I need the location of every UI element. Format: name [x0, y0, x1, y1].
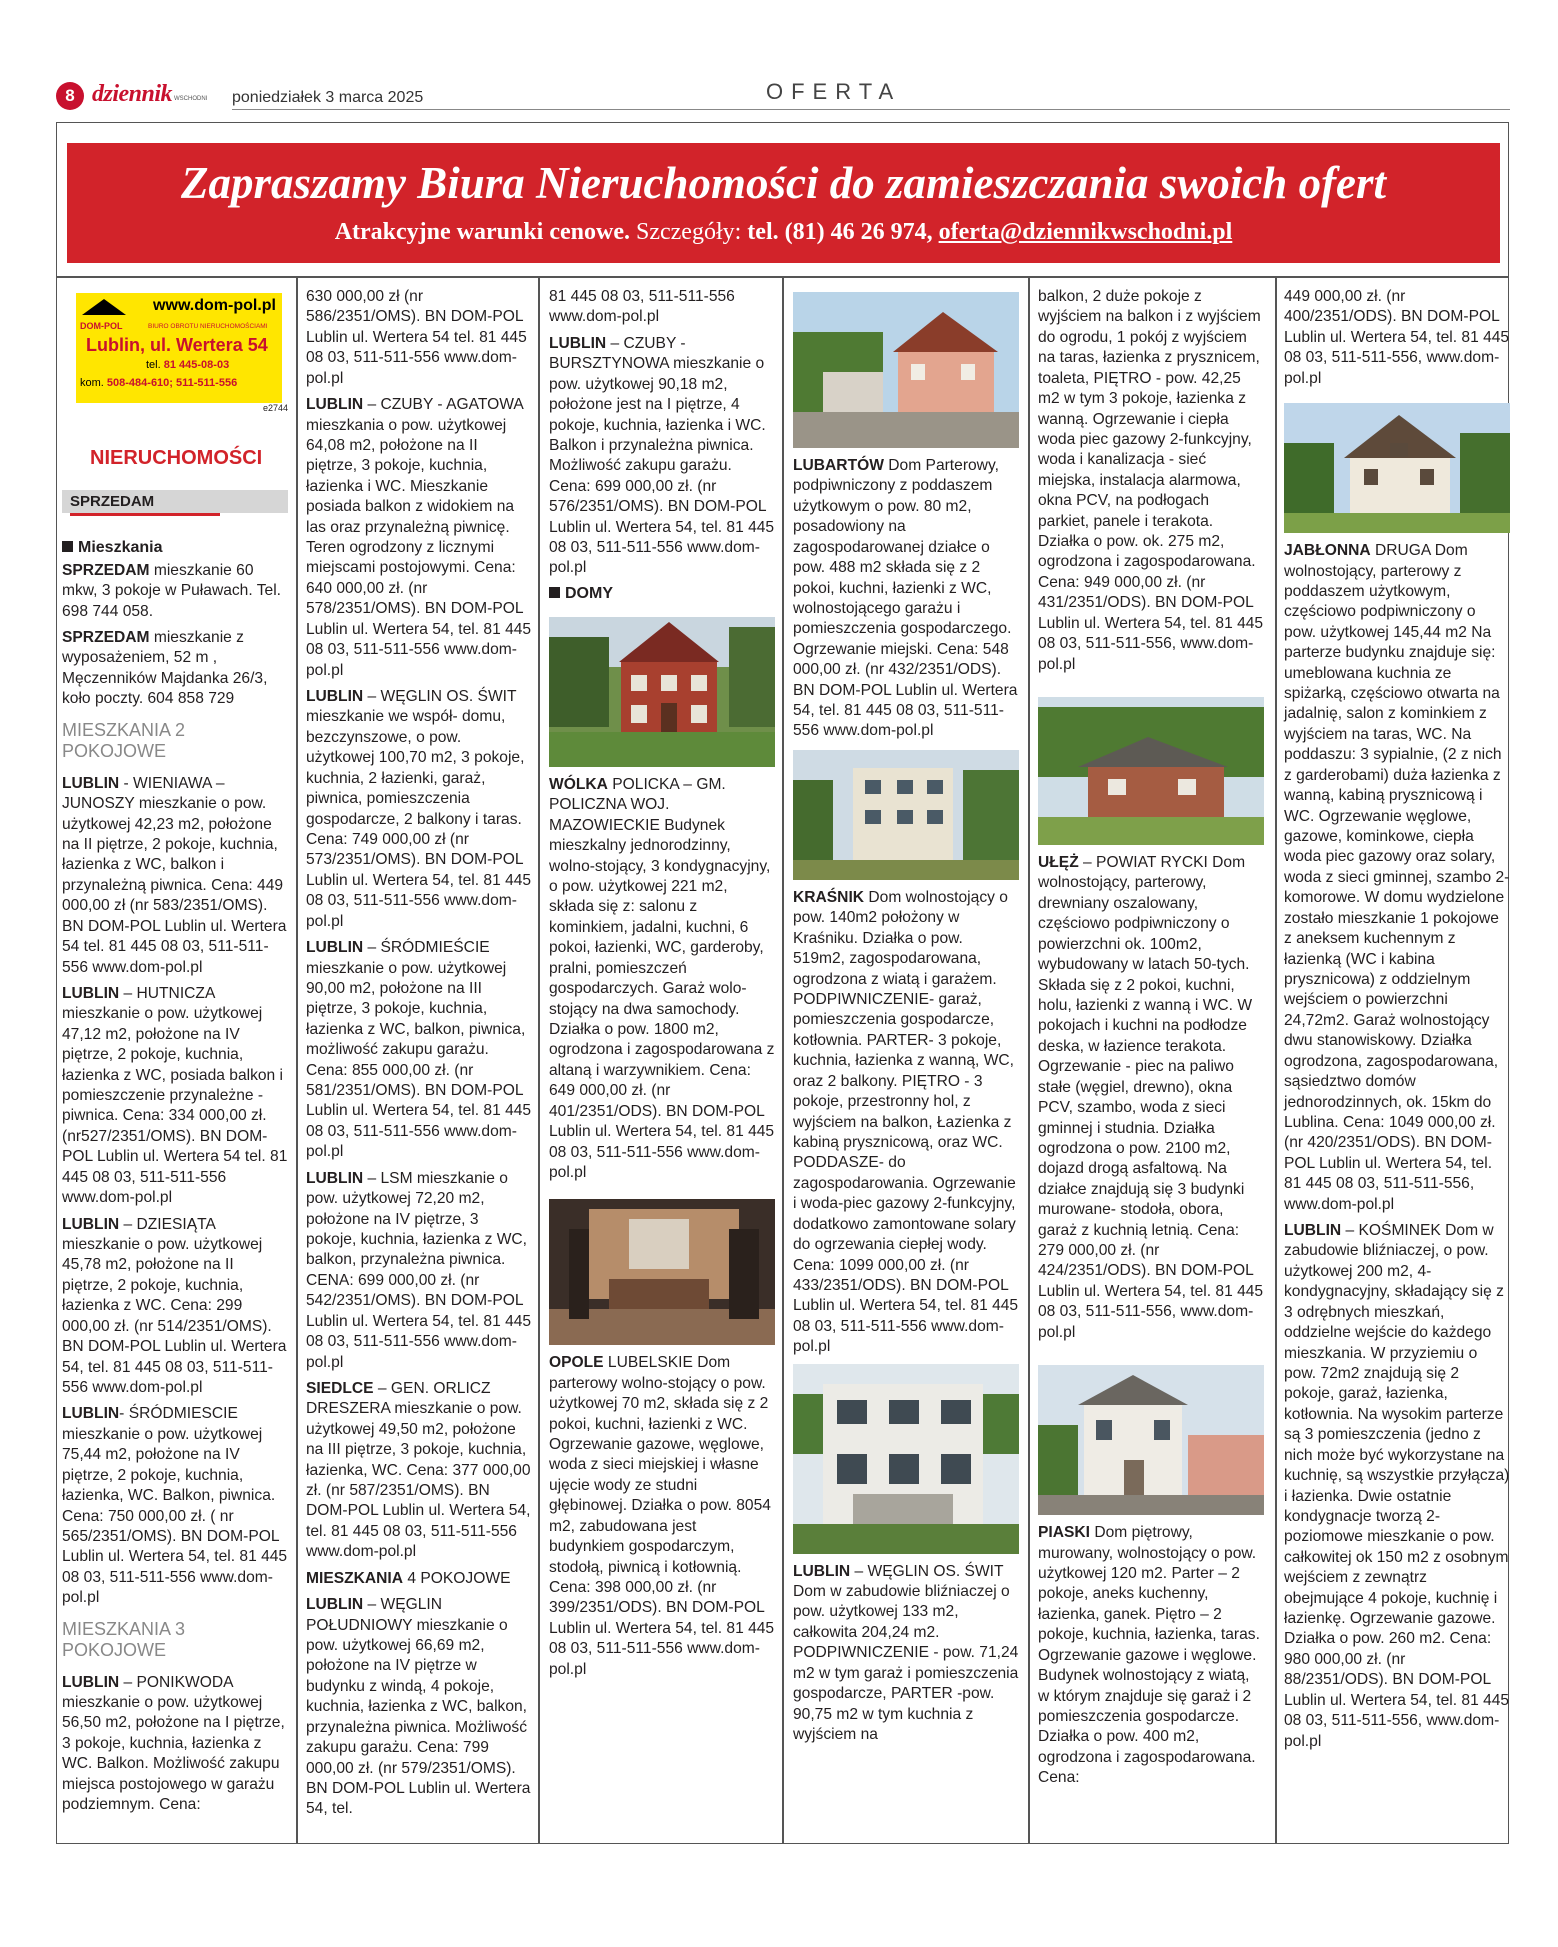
listing-entry	[62, 628, 288, 710]
ad-tagline: BIURO OBROTU NIERUCHOMOŚCIAMI	[148, 323, 268, 330]
listing-entry	[793, 1562, 1019, 1746]
category-heading: NIERUCHOMOŚCI	[90, 446, 263, 469]
listing-location: LUBLIN	[306, 396, 364, 414]
listing-entry	[62, 984, 288, 1209]
listing-group	[549, 1353, 775, 1680]
listing-location: LUBLIN	[62, 984, 120, 1002]
listing-location: SPRZEDAM	[62, 629, 150, 647]
listing-group	[549, 287, 775, 579]
listing-entry	[793, 456, 1019, 742]
listing-location: LUBLIN	[1284, 1222, 1342, 1240]
listing-entry	[306, 1379, 532, 1563]
subsection-heading: MIESZKANIA 3 POKOJOWE	[62, 1618, 186, 1660]
listing-group	[1038, 287, 1264, 675]
column-3	[549, 287, 775, 1686]
banner-phone: tel. (81) 46 26 974,	[747, 219, 933, 245]
page-header	[56, 79, 1510, 110]
listing-photo	[549, 1199, 775, 1345]
listing-location: UŁĘŻ	[1038, 854, 1079, 872]
listing-entry	[306, 1569, 532, 1589]
listing-entry	[1284, 287, 1510, 389]
red-house-photo	[549, 617, 775, 767]
listing-text: DRUGA Dom wolnostojący, parterowy z poddaszem użytkowym, częściowo podpiwniczony o pow. użytkowej 145,44 m2 Na parterze budynku znajduje się: umeblowana kuchnia ze spiżarką, częściowo otwarta na jadalnię, salon z kominkiem z wyjściem na taras, WC. Na poddaszu: 3 sypialnie, (2 z nich z garderobami) duża łazienka z wanną, kabiną prysznicową i WC. Ogrzewanie węglowe, gazowe, kominkowe, ciepła woda piec gazowy oraz solary, woda z sieci gminnej, szambo 2-komorowe. W domu wydzielone zostało mieszkanie 1 pokojowe z aneksem kuchennym z łazienką (WC i kabina prysznicowa) z oddzielnym wejściem o powierzchni 24,72m2. Garaż wolnostojący dwu stanowiskowy. Działka ogrodzona, zagospodarowana, sąsiedztwo domów jednorodzinnych, ok. 15km do Lublina. Cena: 1049 000,00 zł. (nr 420/2351/ODS). BN DOM-POL Lublin ul. Wertera 54, tel. 81 445 08 03, 511-511-556, www.dom-pol.pl	[1284, 542, 1510, 1213]
listing-photo	[1284, 403, 1510, 533]
listing-group	[62, 1673, 288, 1816]
listing-location: SPRZEDAM	[62, 561, 150, 579]
column-1	[62, 287, 288, 1822]
listing-location: JABŁONNA	[1284, 542, 1371, 560]
banner-sub-plain: Szczegóły:	[636, 219, 742, 245]
listing-group	[62, 774, 288, 1609]
ad-brand: DOM-POL	[80, 321, 123, 331]
listing-text: – ŚRÓDMIEŚCIE mieszkanie o pow. użytkowej 90,00 m2, położone na III piętrze, 3 pokoje, kuchnia, łazienka z WC, balkon, piwnica, możliwość zakupu garażu. Cena: 855 000,00 zł. (nr 581/2351/OMS). BN DOM-POL Lublin ul. Wertera 54, tel. 81 445 08 03, 511-511-556 www.dom-pol.pl	[306, 939, 532, 1161]
ulez-house-photo	[1038, 697, 1264, 845]
banner-subtitle	[67, 219, 1500, 246]
weglin-house-photo	[793, 1364, 1019, 1554]
issue-date: poniedziałek 3 marca 2025	[232, 89, 424, 106]
listing-text: – PONIKWODA mieszkanie o pow. użytkowej 56,50 m2, położone na I piętrze, 3 pokoje, kuchnia, łazienka z WC. Balkon. Możliwość zakupu miejsca postojowego w garażu podziemnym. Cena:	[62, 1673, 285, 1814]
column-2	[306, 287, 532, 1826]
ad-address	[86, 335, 268, 356]
listing-group	[1284, 541, 1510, 1752]
jablonna-house-photo	[1284, 403, 1510, 533]
listing-photo	[1038, 697, 1264, 845]
listing-text: - ŚRÓDMIESCIE mieszkanie o pow. użytkowej 75,44 m2, położone na IV piętrze, 2 pokoje, kuchnia, łazienka, WC. Balkon, piwnica. Cena: 750 000,00 zł. ( nr 565/2351/OMS). BN DOM-POL Lublin ul. Wertera 54, tel. 81 445 08 03, 511-511-556 www.dom-pol.pl	[62, 1405, 288, 1607]
ad-city: Lublin,	[86, 335, 145, 355]
domy-label: DOMY	[565, 584, 613, 602]
subcategory-bar: SPRZEDAM	[62, 490, 288, 513]
listing-text: 630 000,00 zł (nr 586/2351/OMS). BN DOM-POL Lublin ul. Wertera 54 tel. 81 445 08 03, 511-511-556 www.dom-pol.pl	[306, 288, 527, 387]
subsection-heading	[549, 585, 775, 603]
listing-entry	[62, 1215, 288, 1399]
listing-entry	[306, 1169, 532, 1373]
listing-entry	[306, 287, 532, 389]
listing-location: LUBLIN	[306, 1596, 364, 1614]
listing-location: PIASKI	[1038, 1524, 1090, 1542]
listing-text: POLICKA – GM. POLICZNA WOJ. MAZOWIECKIE Budynek mieszkalny jednorodzinny, wolno-stojący, 3 kondygnacyjny, o pow. użytkowej 221 m2, składa się z: salonu z kominkiem, jadalni, kuchni, 6 pokoi, łazienki, WC, garderoby, pralni, pomieszczeń gospodarczych. Garaż wolo-stojący na dwa samochody. Działka o pow. 1800 m2, ogrodzona i zagospodarowana z altaną i warzywnikiem. Cena: 649 000,00 zł. (nr 401/2351/ODS). BN DOM-POL Lublin ul. Wertera 54, tel. 81 445 08 03, 511-511-556 www.dom-pol.pl	[549, 775, 775, 1181]
listing-text: – WĘGLIN POŁUDNIOWY mieszkanie o pow. użytkowej 66,69 m2, położone na IV piętrze w budynku z windą, 4 pokoje, kuchnia, łazienka z WC, balkon, przynależna piwnica. Możliwość zakupu garażu. Cena: 799 000,00 zł. (nr 579/2351/OMS). BN DOM-POL Lublin ul. Wertera 54, tel.	[306, 1596, 531, 1818]
listing-location: LUBLIN	[549, 334, 607, 352]
listing-location: LUBLIN	[306, 1169, 364, 1187]
listing-text: Dom piętrowy, murowany, wolnostojący o pow. użytkowej 120 m2. Parter – 2 pokoje, aneks kuchenny, łazienka, ganek. Piętro – 2 pokoje, kuchnia, łazienka, taras. Ogrzewanie gazowe i węglowe. Budynek wolnostojący z wiatą, w którym znajduje się garaż i 2 pomieszczenia gospodarcze. Działka o pow. 400 m2, ogrodzona i zagospodarowana. Cena:	[1038, 1524, 1260, 1787]
listing-group	[793, 456, 1019, 742]
listing-location: LUBLIN	[306, 688, 364, 706]
listing-text: – DZIESIĄTA mieszkanie o pow. użytkowej 45,78 m2, położone na II piętrze, 2 pokoje, kuchnia, łazienka z WC. Cena: 299 000,00 zł. (nr 514/2351/OMS). BN DOM-POL Lublin ul. Wertera 54, tel. 81 445 08 03, 511-511-556 www.dom-pol.pl	[62, 1215, 287, 1396]
listing-group	[1038, 1523, 1264, 1788]
promo-banner	[67, 143, 1500, 263]
dom-pol-advert[interactable]	[76, 293, 282, 403]
listing-entry	[62, 1404, 288, 1608]
listing-text: – KOŚMINEK Dom w zabudowie bliźniaczej, o pow. użytkowej 200 m2, 4-kondygnacyjny, składający się z 3 odrębnych mieszkań, oddzielne wejście do każdego mieszkania. W przyziemiu o pow. 72m2 znajdują się 2 pokoje, garaż, łazienka, kotłownia. Na wysokim parterze są 3 pomieszczenia (jedno z nich może być wykorzystane na kuchnię, są wszystkie przyłącza) i łazienka. Dwie ostatnie kondygnacje tworzą 2-poziomowe mieszkanie o pow. całkowitej ok 150 m2 z osobnym wejściem z zewnątrz obejmujące 4 pokoje, kuchnię i łazienkę. Ogrzewanie gazowe. Działka o pow. 260 m2. Cena: 980 000,00 zł. (nr 88/2351/ODS). BN DOM-POL Lublin ul. Wertera 54, tel. 81 445 08 03, 511-511-556, www.dom-pol.pl	[1284, 1222, 1510, 1750]
ad-mobile	[80, 377, 237, 389]
listing-entry	[1284, 541, 1510, 1215]
ad-phone	[146, 359, 229, 371]
listing-group	[306, 287, 532, 1820]
mieszkania-label: Mieszkania	[78, 538, 163, 556]
listing-entry	[549, 1353, 775, 1680]
piaski-house-photo	[1038, 1365, 1264, 1515]
house-icon	[82, 299, 126, 315]
section-title: OFERTA	[766, 79, 902, 104]
listing-text: – LSM mieszkanie o pow. użytkowej 72,20 m2, położone na IV piętrze, 3 pokoje, kuchnia, łazienka z WC, balkon, przynależna piwnica. CENA: 699 000,00 zł. (nr 542/2351/OMS). BN DOM-POL Lublin ul. Wertera 54, tel. 81 445 08 03, 511-511-556 www.dom-pol.pl	[306, 1169, 532, 1371]
listing-location: OPOLE	[549, 1354, 604, 1372]
listing-text: – WĘGLIN OS. ŚWIT Dom w zabudowie bliźniaczej o pow. użytkowej 133 m2, całkowita 204,24 m2. PODPIWNICZENIE - pow. 71,24 m2 w tym garaż i pomieszczenia gospodarcze, PARTER -pow. 90,75 m2 w tym kuchnia z wyjściem na	[793, 1562, 1019, 1743]
ad-url: www.dom-pol.pl	[153, 297, 276, 314]
column-divider	[1028, 276, 1030, 1844]
listing-group	[1038, 853, 1264, 1343]
listing-entry	[549, 334, 775, 579]
square-bullet-icon	[62, 541, 73, 552]
column-divider	[296, 276, 298, 1844]
listing-text: 4 POKOJOWE	[403, 1569, 511, 1587]
listing-text: mieszkanie 60 mkw, 3 pokoje w Puławach. Tel. 698 744 058.	[62, 561, 281, 620]
listing-entry	[1038, 1523, 1264, 1788]
listing-text: 81 445 08 03, 511-511-556 www.dom-pol.pl	[549, 288, 735, 326]
listing-entry	[62, 774, 288, 978]
listing-location: LUBLIN	[62, 774, 120, 792]
listing-text: – HUTNICZA mieszkanie o pow. użytkowej 47,12 m2, położone na IV piętrze, 2 pokoje, kuchnia, łazienka z WC, posiada balkon i pomieszczenie przynależne - piwnica. Cena: 334 000,00 zł. (nr527/2351/OMS). BN DOM-POL Lublin ul. Wertera 54 tel. 81 445 08 03, 511-511-556 www.dom-pol.pl	[62, 984, 288, 1207]
listing-group	[62, 561, 288, 710]
interior-photo	[549, 1199, 775, 1345]
subsection-heading	[62, 539, 288, 557]
listing-location: MIESZKANIA	[306, 1569, 404, 1587]
listing-text: – CZUBY - AGATOWA mieszkania o pow. użytkowej 64,08 m2, położone na II piętrze, 3 pokoje, kuchnia, łazienka i WC. Mieszkanie posiada balkon z widokiem na las oraz przynależną piwnicę. Teren ogrodzony z licznymi miejscami postojowymi. Cena: 640 000,00 zł. (nr 578/2351/OMS). BN DOM-POL Lublin ul. Wertera 54, tel. 81 445 08 03, 511-511-556 www.dom-pol.pl	[306, 396, 532, 679]
listing-location: LUBLIN	[306, 939, 364, 957]
listing-entry	[62, 561, 288, 622]
column-divider	[782, 276, 784, 1844]
listing-text: 449 000,00 zł. (nr 400/2351/ODS). BN DOM-POL Lublin ul. Wertera 54, tel. 81 445 08 03, 511-511-556, www.dom-pol.pl	[1284, 288, 1510, 387]
ad-tel-label: tel.	[146, 359, 161, 371]
column-divider	[1275, 276, 1277, 1844]
banner-sub-bold: Atrakcyjne warunki cenowe.	[334, 219, 630, 245]
listing-location: SIEDLCE	[306, 1379, 374, 1397]
ad-tel-number: 81 445-08-03	[163, 359, 230, 371]
column-divider	[538, 276, 540, 1844]
listing-text: – WĘGLIN OS. ŚWIT mieszkanie we współ- domu, bezczynszowe, o pow. użytkowej 100,70 m2, 3 pokoje, kuchnia, 2 łazienki, garaż, piwnica, pomieszczenia gospodarcze, 2 balkony i taras. Cena: 749 000,00 zł (nr 573/2351/OMS). BN DOM-POL Lublin ul. Wertera 54, tel. 81 445 08 03, 511-511-556 www.dom-pol.pl	[306, 688, 532, 930]
listing-text: – CZUBY - BURSZTYNOWA mieszkanie o pow. użytkowej 90,18 m2, położone jest na I piętrze, 4 pokoje, kuchnia, łazienka i WC. Balkon i przynależna piwnica. Możliwość zakupu garażu. Cena: 699 000,00 zł. (nr 576/2351/OMS). BN DOM-POL Lublin ul. Wertera 54, tel. 81 445 08 03, 511-511-556 www.dom-pol.pl	[549, 334, 775, 577]
listing-text: balkon, 2 duże pokoje z wyjściem na balkon i z wyjściem do ogrodu, 1 pokój z wyjściem na taras, łazienka z prysznicem, toaleta, PIĘTRO - pow. 42,25 m2 w tym 3 pokoje, łazienka z wanną. Ogrzewanie i ciepła woda piec gazowy 2-funkcyjny, woda i kanalizacja - sieć miejska, instalacja alarmowa, okna PCV, na podłogach parkiet, panele i terakota. Działka o pow. ok. 275 m2, ogrodzona i zagospodarowana. Cena: 949 000,00 zł. (nr 431/2351/ODS). BN DOM-POL Lublin ul. Wertera 54, tel. 81 445 08 03, 511-511-556, www.dom-pol.pl	[1038, 288, 1264, 673]
listing-photo	[1038, 1365, 1264, 1515]
listing-entry	[1038, 287, 1264, 675]
listing-entry	[549, 775, 775, 1183]
listing-photo	[793, 292, 1019, 448]
column-5	[1038, 287, 1264, 1795]
subsection-heading: MIESZKANIA 2 POKOJOWE	[62, 719, 186, 761]
listing-text: - WIENIAWA – JUNOSZY mieszkanie o pow. użytkowej 42,23 m2, położone na II piętrze, 2 pokoje, kuchnia, łazienka z WC, balkon i przynależną piwnica. Cena: 449 000,00 zł (nr 583/2351/OMS). BN DOM-POL Lublin ul. Wertera 54 tel. 81 445 08 03, 511-511-556 www.dom-pol.pl	[62, 774, 287, 976]
listing-entry	[306, 687, 532, 932]
column-6	[1284, 287, 1510, 1758]
listing-location: LUBLIN	[62, 1215, 120, 1233]
listing-location: KRAŚNIK	[793, 888, 865, 906]
listing-entry	[1284, 1221, 1510, 1752]
listing-group	[793, 888, 1019, 1358]
ad-kom-label: kom.	[80, 377, 104, 389]
listing-text: mieszkanie z wyposażeniem, 52 m , Męczenników Majdanka 26/3, koło poczty. 604 858 729	[62, 629, 268, 708]
listing-group	[549, 775, 775, 1183]
listing-group	[793, 1562, 1019, 1746]
square-bullet-icon	[549, 587, 560, 598]
listing-group	[1284, 287, 1510, 389]
listing-location: LUBLIN	[62, 1405, 120, 1423]
listing-text: – GEN. ORLICZ DRESZERA mieszkanie o pow. użytkowej 49,50 m2, położone na III piętrze, 3 pokoje, kuchnia, łazienka, WC. Cena: 377 000,00 zł. (nr 587/2351/OMS). BN DOM-POL Lublin ul. Wertera 54, tel. 81 445 08 03, 511-511-556 www.dom-pol.pl	[306, 1379, 531, 1561]
page-number: 8	[56, 82, 84, 110]
listing-photo	[793, 750, 1019, 880]
listing-entry	[549, 287, 775, 328]
column-4	[793, 287, 1019, 1751]
listing-text: Dom wolnostojący o pow. 140m2 położony w Kraśniku. Działka o pow. 519m2, zagospodarowana, ogrodzona z wiatą i garażem. PODPIWNICZENIE- garaż, pomieszczenia gospodarcze, kotłownia. PARTER- 3 pokoje, kuchnia, łazienka z wanną, WC, oraz 2 balkony. PIĘTRO - 3 pokoje, przestronny hol, z wyjściem na balkon, Łazienka z kabiną prysznicową, oraz WC. PODDASZE- do zagospodarowania. Ogrzewanie i woda-piec gazowy 2-funkcyjny, dodatkowo zamontowane solary do ogrzewania ciepłej wody. Cena: 1099 000,00 zł. (nr 433/2351/ODS). BN DOM-POL Lublin ul. Wertera 54, tel. 81 445 08 03, 511-511-556 www.dom-pol.pl	[793, 888, 1019, 1356]
ad-code: e2744	[262, 403, 288, 413]
ad-kom-number: 508-484-610; 511-511-556	[106, 377, 238, 389]
listing-photo	[549, 617, 775, 767]
ad-street: ul. Wertera 54	[150, 335, 268, 355]
listing-text: – POWIAT RYCKI Dom wolnostojący, parterowy, drewniany oszalowany, częściowo podpiwniczony o powierzchni ok. 100m2, wybudowany w latach 50-tych. Składa się z 2 pokoi, kuchni, holu, łazienki z wanną i WC. W pokojach i kuchni na podłodze deska, w łazience terakota. Ogrzewanie - piec na paliwo stałe (węgiel, drewno), okna PCV, szambo, woda z sieci gminnej i studnia. Działka ogrodzona o pow. 2100 m2, dojazd drogą asfaltową. Na działce znajdują się 3 budynki murowane- stodoła, obora, garaż z kuchnią letnią. Cena: 279 000,00 zł. (nr 424/2351/ODS). BN DOM-POL Lublin ul. Wertera 54, tel. 81 445 08 03, 511-511-556, www.dom-pol.pl	[1038, 854, 1264, 1341]
listing-location: LUBLIN	[62, 1673, 120, 1691]
listing-entry	[306, 395, 532, 681]
listing-entry	[306, 938, 532, 1163]
newspaper-logo-sub: WSCHODNI	[174, 96, 208, 102]
lubartow-house-photo	[793, 292, 1019, 448]
listing-entry	[306, 1595, 532, 1820]
krasnik-house-photo	[793, 750, 1019, 880]
listing-entry	[1038, 853, 1264, 1343]
listing-entry	[62, 1673, 288, 1816]
header-rule	[232, 109, 1510, 110]
listing-location: LUBARTÓW	[793, 457, 884, 474]
listing-entry	[793, 888, 1019, 1358]
listing-location: LUBLIN	[793, 1562, 851, 1580]
listing-location: WÓLKA	[549, 775, 608, 793]
newspaper-logo: dziennik	[92, 81, 173, 107]
listing-text: LUBELSKIE Dom parterowy wolno-stojący o pow. użytkowej 70 m2, składa się z 2 pokoi, kuchni, łazienki z WC. Ogrzewanie gazowe, węglowe, woda z sieci miejskiej i własne ujęcie wody ze studni głębinowej. Działka o pow. 8054 m2, zabudowana jest budynkiem gospodarczym, stodołą, piwnicą i kotłownią. Cena: 398 000,00 zł. (nr 399/2351/ODS). BN DOM-POL Lublin ul. Wertera 54, tel. 81 445 08 03, 511-511-556 www.dom-pol.pl	[549, 1354, 775, 1678]
listing-text: Dom Parterowy, podpiwniczony z poddaszem użytkowym o pow. 80 m2, posadowiony na zagospodarowanej działce o pow. 488 m2 składa się z 2 pokoi, kuchni, łazienki z WC, wolnostojącego garażu i pomieszczenia gospodarczego. Ogrzewanie miejski. Cena: 548 000,00 zł. (nr 432/2351/ODS). BN DOM-POL Lublin ul. Wertera 54, tel. 81 445 08 03, 511-511-556 www.dom-pol.pl	[793, 457, 1018, 740]
listing-photo	[793, 1364, 1019, 1554]
banner-email-link[interactable]: oferta@dziennikwschodni.pl	[938, 219, 1233, 245]
banner-title: Zapraszamy Biura Nieruchomości do zamieszczania swoich ofert	[180, 158, 1387, 208]
